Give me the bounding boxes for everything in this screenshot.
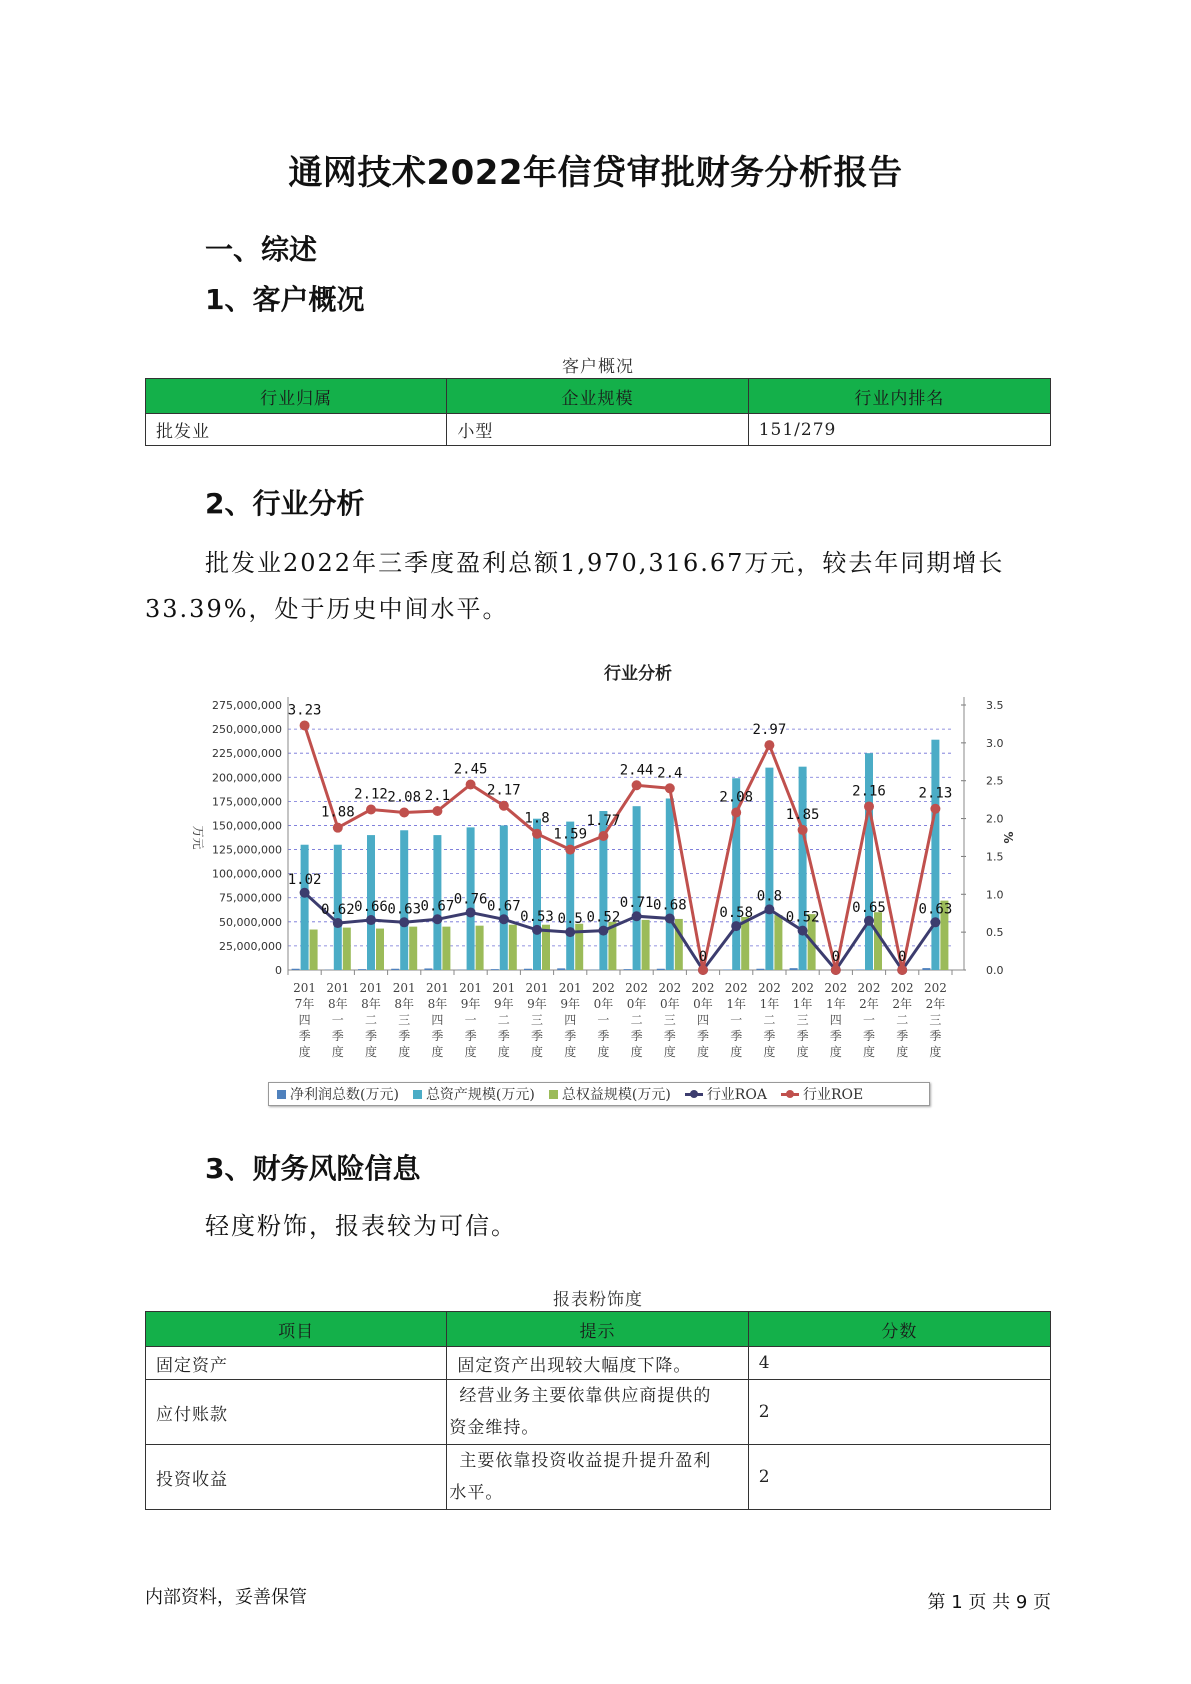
x-axis-category-label: 季 [398, 1029, 411, 1043]
roe-data-label: 1.8 [524, 810, 550, 827]
legend-item [781, 1084, 863, 1104]
roe-point [399, 808, 409, 818]
x-axis-category-label: 二 [896, 1013, 909, 1027]
roa-data-label: 0 [698, 949, 708, 965]
roa-point [333, 918, 343, 928]
roa-point [764, 904, 774, 914]
table-cell: 投资收益 [146, 1445, 447, 1510]
x-axis-category-label: 201 [525, 981, 549, 995]
roa-point [499, 914, 509, 924]
left-axis-tick-label: 225,000,000 [212, 747, 282, 761]
roa-data-label: 0.63 [387, 901, 422, 918]
roa-data-label: 0.52 [785, 909, 820, 926]
roe-point [432, 806, 442, 816]
x-axis-category-label: 季 [829, 1029, 842, 1043]
roa-data-label: 0.53 [520, 908, 554, 925]
x-axis-category-label: 一 [464, 1013, 477, 1027]
x-axis-category-label: 季 [796, 1029, 809, 1043]
bar-total-equity [741, 917, 749, 970]
roa-point [632, 911, 642, 921]
legend-square-marker [277, 1090, 286, 1099]
bar-total-assets [633, 806, 641, 970]
table-header-row [146, 379, 1051, 414]
column-header: 分数 [748, 1312, 1050, 1347]
roe-data-label: 3.23 [287, 702, 322, 719]
x-axis-category-label: 9年 [460, 997, 481, 1011]
footer-confidential-note: 内部资料，妥善保管 [145, 1587, 307, 1608]
risk-summary-text: 轻度粉饰，报表较为可信。 [205, 1212, 517, 1240]
legend-line-marker [685, 1093, 703, 1096]
customer-table-caption: 客户概况 [562, 357, 634, 377]
x-axis-category-label: 1年 [825, 997, 846, 1011]
x-axis-category-label: 9年 [527, 997, 547, 1011]
bar-net-profit [358, 969, 366, 970]
x-axis-category-label: 度 [364, 1045, 378, 1059]
x-axis-category-label: 度 [530, 1045, 544, 1059]
x-axis-category-label: 季 [663, 1029, 676, 1043]
column-header: 行业内排名 [748, 379, 1050, 414]
bar-total-assets [400, 830, 408, 970]
table-cell: 应付账款 [146, 1380, 447, 1445]
roa-point [930, 917, 940, 927]
roe-data-label: 2.08 [719, 789, 754, 806]
x-axis-category-label: 三 [663, 1013, 676, 1027]
roa-data-label: 0 [831, 949, 841, 965]
x-axis-category-label: 度 [896, 1045, 909, 1059]
legend-label: 行业ROE [802, 1087, 864, 1103]
table-cell [447, 1445, 748, 1510]
legend-label: 总资产规模(万元) [425, 1087, 535, 1103]
industry-analysis-chart [180, 660, 1020, 1090]
bar-net-profit [292, 969, 300, 970]
left-axis-tick-label: 25,000,000 [219, 939, 282, 953]
x-axis-category-label: 0年 [593, 997, 614, 1011]
x-axis-category-label: 度 [763, 1045, 776, 1059]
x-axis-category-label: 一 [331, 1013, 344, 1027]
roa-data-label: 1.02 [287, 871, 322, 888]
roe-point [300, 720, 310, 730]
x-axis-category-label: 度 [796, 1045, 809, 1059]
roa-data-label: 0.58 [719, 905, 754, 922]
x-axis-category-label: 8年 [361, 997, 381, 1011]
x-axis-category-label: 度 [730, 1045, 743, 1059]
bar-total-equity [310, 930, 318, 970]
roe-point [930, 804, 940, 814]
x-axis-category-label: 1年 [759, 997, 780, 1011]
roa-data-label: 0.67 [486, 898, 521, 915]
roe-point [665, 783, 675, 793]
x-axis-category-label: 三 [530, 1013, 544, 1027]
roe-point [764, 740, 774, 750]
x-axis-category-label: 四 [431, 1013, 444, 1027]
roa-point [300, 888, 310, 898]
x-axis-category-label: 201 [492, 981, 516, 995]
x-axis-category-label: 0年 [626, 997, 647, 1011]
bar-total-equity [343, 928, 351, 970]
x-axis-category-label: 202 [890, 981, 914, 995]
legend-item [549, 1084, 671, 1104]
x-axis-category-label: 季 [298, 1029, 311, 1043]
roa-point [598, 926, 608, 936]
right-axis-tick-label: 1.0 [986, 888, 1004, 902]
roa-point [731, 921, 741, 931]
roe-point [366, 804, 376, 814]
bar-total-equity [774, 915, 782, 970]
left-axis-tick-label: 175,000,000 [212, 795, 282, 809]
industry-paragraph-line2: 33.39%，处于历史中间水平。 [145, 595, 509, 623]
x-axis-category-label: 8年 [427, 997, 448, 1011]
roe-point [466, 780, 476, 790]
roa-point [366, 915, 376, 925]
x-axis-category-label: 1年 [792, 997, 813, 1011]
roe-data-label: 2.08 [387, 789, 422, 806]
x-axis-category-label: 202 [757, 981, 781, 995]
x-axis-category-label: 二 [630, 1013, 643, 1027]
x-axis-category-label: 0年 [659, 997, 680, 1011]
bar-total-assets [765, 768, 773, 970]
x-axis-category-label: 度 [464, 1045, 477, 1059]
roa-data-label: 0.67 [420, 898, 455, 915]
column-header: 企业规模 [447, 379, 748, 414]
table-cell: 151/279 [748, 414, 1050, 446]
left-axis-tick-label: 100,000,000 [212, 867, 282, 881]
bar-net-profit [922, 968, 930, 970]
x-axis-category-label: 季 [431, 1029, 444, 1043]
legend-square-marker [413, 1090, 422, 1099]
roa-data-label: 0.62 [320, 902, 355, 919]
statement-risk-table [145, 1311, 1051, 1510]
roe-point [897, 965, 907, 975]
risk-table-caption: 报表粉饰度 [553, 1290, 643, 1310]
left-axis-label: 万元 [191, 825, 205, 850]
x-axis-category-label: 202 [625, 981, 649, 995]
left-axis-tick-label: 200,000,000 [212, 771, 282, 785]
hint-line: 水平。 [449, 1483, 504, 1503]
x-axis-category-label: 8年 [327, 997, 348, 1011]
roe-data-label: 2.13 [918, 785, 953, 802]
roe-data-label: 2.17 [486, 782, 521, 799]
x-axis-category-label: 度 [497, 1045, 510, 1059]
roe-data-label: 2.45 [453, 761, 488, 778]
roe-data-label: 1.88 [320, 804, 355, 821]
x-axis-category-label: 202 [724, 981, 748, 995]
bar-total-assets [301, 845, 309, 970]
table-row [146, 1380, 1051, 1445]
roe-point [333, 823, 343, 833]
x-axis-category-label: 202 [923, 981, 947, 995]
hint-line: 经营业务主要依靠供应商提供的 [459, 1386, 712, 1406]
column-header: 行业归属 [146, 379, 447, 414]
bar-total-assets [666, 798, 674, 970]
x-axis-category-label: 201 [558, 981, 582, 995]
x-axis-category-label: 201 [425, 981, 449, 995]
right-axis-tick-label: 2.5 [986, 774, 1004, 788]
x-axis-category-label: 度 [663, 1045, 676, 1059]
bar-net-profit [491, 969, 499, 970]
right-axis-tick-label: 0.0 [986, 964, 1004, 977]
x-axis-category-label: 度 [929, 1045, 942, 1059]
right-axis-tick-label: 0.5 [986, 926, 1004, 940]
x-axis-category-label: 四 [696, 1013, 710, 1027]
roa-point [665, 914, 675, 924]
x-axis-category-label: 2年 [925, 997, 946, 1011]
bar-net-profit [557, 968, 565, 970]
table-cell: 批发业 [146, 414, 447, 446]
x-axis-category-label: 2年 [892, 997, 913, 1011]
legend-item [413, 1084, 535, 1104]
x-axis-category-label: 9年 [560, 997, 581, 1011]
roa-data-label: 0.66 [354, 899, 388, 916]
table-row [146, 1445, 1051, 1510]
roa-data-label: 0.8 [756, 888, 783, 905]
x-axis-category-label: 7年 [294, 997, 315, 1011]
x-axis-category-label: 季 [597, 1029, 610, 1043]
legend-label: 总权益规模(万元) [561, 1087, 671, 1103]
bar-net-profit [790, 968, 798, 970]
right-axis-tick-label: 2.0 [986, 812, 1004, 826]
column-header: 项目 [146, 1312, 447, 1347]
x-axis-category-label: 202 [857, 981, 881, 995]
x-axis-category-label: 一 [862, 1013, 876, 1027]
subheading-industry-analysis: 2、行业分析 [205, 487, 365, 520]
x-axis-category-label: 季 [696, 1029, 710, 1043]
roe-point [598, 831, 608, 841]
x-axis-category-label: 度 [298, 1045, 311, 1059]
chart-title: 行业分析 [604, 664, 672, 684]
x-axis-category-label: 一 [597, 1013, 610, 1027]
legend-label: 行业ROA [706, 1087, 767, 1103]
bar-net-profit [756, 969, 764, 970]
x-axis-category-label: 季 [364, 1029, 378, 1043]
left-axis-tick-label: 0 [275, 964, 282, 977]
x-axis-category-label: 度 [564, 1045, 577, 1059]
x-axis-category-label: 202 [824, 981, 848, 995]
chart-legend [268, 1082, 930, 1106]
table-row [146, 414, 1051, 446]
table-cell [447, 1380, 748, 1445]
bar-net-profit [524, 969, 532, 970]
customer-overview-table [145, 378, 1051, 446]
x-axis-category-label: 202 [591, 981, 615, 995]
left-axis-tick-label: 125,000,000 [212, 843, 282, 857]
legend-label: 净利润总数(万元) [290, 1087, 399, 1103]
table-row [146, 1347, 1051, 1380]
roe-point [499, 801, 509, 811]
x-axis-category-label: 季 [464, 1029, 477, 1043]
x-axis-category-label: 0年 [693, 997, 713, 1011]
roa-data-label: 0.52 [586, 909, 621, 926]
x-axis-category-label: 度 [431, 1045, 444, 1059]
bar-total-assets [799, 767, 807, 970]
bar-total-equity [476, 926, 484, 970]
hint-line: 固定资产出现较大幅度下降。 [457, 1355, 692, 1376]
bar-total-assets [533, 819, 541, 970]
column-header: 提示 [447, 1312, 748, 1347]
x-axis-category-label: 四 [298, 1013, 311, 1027]
bar-total-equity [376, 929, 384, 970]
x-axis-category-label: 度 [829, 1045, 842, 1059]
bar-net-profit [424, 968, 432, 970]
x-axis-category-label: 度 [597, 1045, 610, 1059]
roe-data-label: 2.44 [619, 762, 654, 779]
roa-data-label: 0.68 [652, 897, 687, 914]
bar-net-profit [624, 969, 632, 970]
table-header-row [146, 1312, 1051, 1347]
x-axis-category-label: 季 [564, 1029, 577, 1043]
x-axis-category-label: 度 [331, 1045, 344, 1059]
right-axis-tick-label: 3.5 [986, 699, 1004, 712]
x-axis-category-label: 季 [497, 1029, 510, 1043]
table-cell: 4 [748, 1347, 1050, 1380]
legend-item [685, 1084, 767, 1104]
roe-data-label: 2.97 [752, 722, 787, 739]
x-axis-category-label: 9年 [493, 997, 514, 1011]
x-axis-category-label: 一 [730, 1013, 743, 1027]
roe-data-label: 2.16 [852, 783, 886, 800]
bar-net-profit [391, 969, 399, 970]
x-axis-category-label: 四 [564, 1013, 577, 1027]
roe-point [632, 780, 642, 790]
x-axis-category-label: 201 [392, 981, 416, 995]
roa-point [466, 907, 476, 917]
x-axis-category-label: 三 [398, 1013, 411, 1027]
subheading-financial-risk: 3、财务风险信息 [205, 1152, 421, 1185]
x-axis-category-label: 202 [791, 981, 815, 995]
roa-point [399, 917, 409, 927]
x-axis-category-label: 度 [398, 1045, 411, 1059]
x-axis-category-label: 季 [630, 1029, 643, 1043]
roa-data-label: 0.65 [852, 899, 886, 916]
legend-line-marker [781, 1093, 799, 1096]
x-axis-category-label: 度 [696, 1045, 710, 1059]
roa-point [798, 926, 808, 936]
table-cell [447, 1347, 748, 1380]
roe-data-label: 2.1 [424, 788, 451, 804]
left-axis-tick-label: 275,000,000 [212, 699, 282, 712]
roa-data-label: 0 [897, 949, 907, 965]
table-cell: 2 [748, 1445, 1050, 1510]
roa-point [864, 916, 874, 926]
legend-square-marker [549, 1090, 558, 1099]
right-axis-label: % [1001, 831, 1015, 844]
roe-data-label: 1.59 [553, 826, 588, 843]
roa-data-label: 0.63 [918, 901, 953, 918]
bar-net-profit [657, 969, 665, 970]
roe-point [798, 825, 808, 835]
subheading-customer-overview: 1、客户概况 [205, 283, 365, 316]
roa-data-label: 0.5 [557, 911, 583, 928]
bar-total-equity [509, 925, 517, 970]
legend-item [277, 1084, 399, 1104]
roe-point [532, 829, 542, 839]
x-axis-category-label: 季 [530, 1029, 544, 1043]
x-axis-category-label: 202 [691, 981, 715, 995]
x-axis-category-label: 1年 [726, 997, 747, 1011]
bar-total-equity [409, 927, 417, 970]
roa-data-label: 0.71 [619, 895, 654, 912]
right-axis-tick-label: 1.5 [986, 850, 1004, 864]
x-axis-category-label: 季 [862, 1029, 876, 1043]
roa-point [432, 914, 442, 924]
left-axis-tick-label: 75,000,000 [219, 891, 282, 905]
table-cell: 2 [748, 1380, 1050, 1445]
x-axis-category-label: 季 [730, 1029, 743, 1043]
hint-line: 主要依靠投资收益提升提升盈利 [459, 1451, 712, 1471]
left-axis-tick-label: 50,000,000 [219, 915, 282, 929]
footer-page-number: 第 1 页 共 9 页 [927, 1592, 1051, 1613]
roe-point [698, 965, 708, 975]
x-axis-category-label: 季 [929, 1029, 942, 1043]
roe-point [831, 965, 841, 975]
x-axis-category-label: 2年 [859, 997, 879, 1011]
section-heading-overview: 一、综述 [205, 233, 318, 266]
page-title: 通网技术2022年信贷审批财务分析报告 [288, 153, 903, 193]
x-axis-category-label: 季 [763, 1029, 776, 1043]
x-axis-category-label: 度 [862, 1045, 876, 1059]
x-axis-category-label: 202 [658, 981, 682, 995]
bar-total-assets [931, 740, 939, 970]
roe-data-label: 2.4 [657, 765, 683, 782]
x-axis-category-label: 201 [326, 981, 350, 995]
table-cell: 固定资产 [146, 1347, 447, 1380]
x-axis-category-label: 二 [364, 1013, 378, 1027]
hint-line: 资金维持。 [449, 1418, 540, 1438]
x-axis-category-label: 201 [459, 981, 483, 995]
roa-data-label: 0.76 [453, 891, 488, 908]
bar-total-equity [642, 920, 650, 970]
roe-point [565, 845, 575, 855]
roa-point [532, 925, 542, 935]
x-axis-category-label: 三 [929, 1013, 942, 1027]
industry-paragraph-line1: 批发业2022年三季度盈利总额1,970,316.67万元，较去年同期增长 [205, 549, 1005, 577]
x-axis-category-label: 度 [630, 1045, 643, 1059]
roe-data-label: 1.77 [586, 812, 621, 829]
x-axis-category-label: 三 [796, 1013, 809, 1027]
roe-point [864, 801, 874, 811]
roe-data-label: 2.12 [354, 786, 388, 803]
left-axis-tick-label: 250,000,000 [212, 723, 282, 737]
bar-total-equity [874, 912, 882, 970]
left-axis-tick-label: 150,000,000 [212, 819, 282, 833]
right-axis-tick-label: 3.0 [986, 736, 1004, 750]
x-axis-category-label: 二 [497, 1013, 510, 1027]
roa-point [565, 927, 575, 937]
x-axis-category-label: 201 [359, 981, 383, 995]
x-axis-category-label: 8年 [394, 997, 415, 1011]
roe-data-label: 1.85 [785, 806, 820, 823]
x-axis-category-label: 201 [293, 981, 317, 995]
table-cell: 小型 [447, 414, 748, 446]
x-axis-category-label: 季 [331, 1029, 344, 1043]
x-axis-category-label: 二 [763, 1013, 776, 1027]
bar-total-equity [442, 927, 450, 970]
bar-total-assets [566, 822, 574, 970]
roe-point [731, 808, 741, 818]
x-axis-category-label: 季 [896, 1029, 909, 1043]
x-axis-category-label: 四 [829, 1013, 842, 1027]
